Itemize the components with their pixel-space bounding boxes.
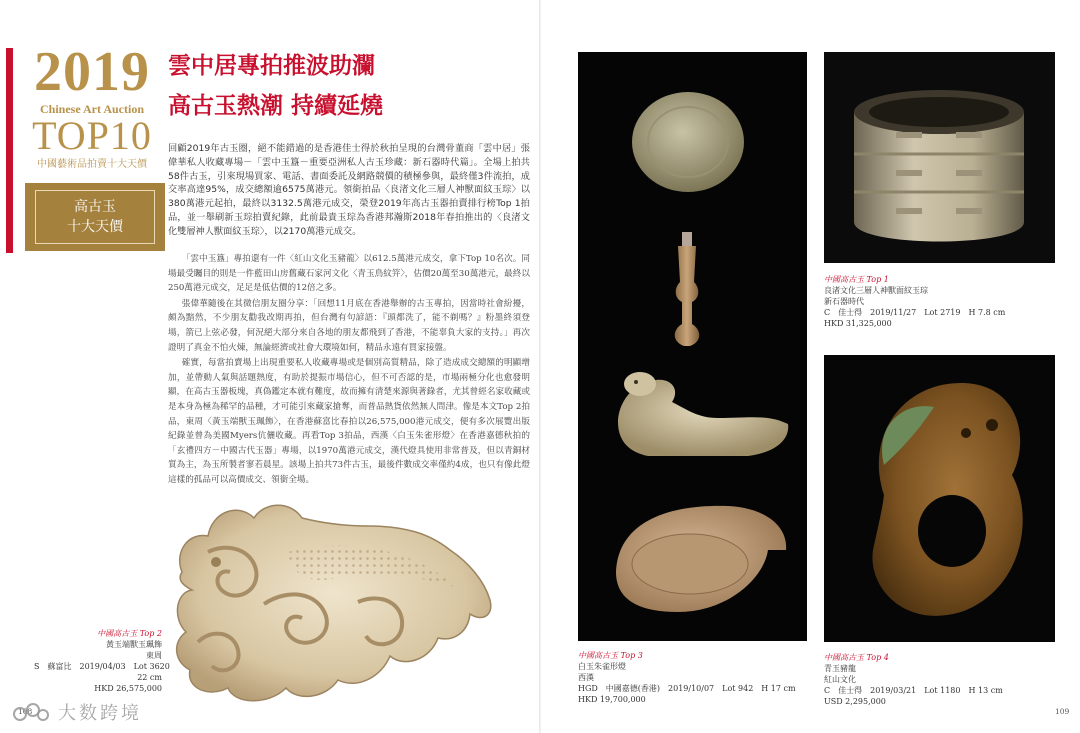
caption-house: HGD 中國嘉德(香港) 2019/10/07 Lot 942 H 17 cm: [578, 684, 796, 693]
top3-lamp-parts-image: [578, 52, 807, 641]
article-body: [168, 252, 530, 489]
caption-name: 白玉朱雀形燈: [578, 662, 626, 671]
caption-name: 青玉豬龍: [824, 664, 856, 673]
masthead-subtitle-cn: 中國藝術品拍賣十大天價: [37, 159, 147, 170]
caption-era: 東周: [146, 651, 162, 660]
title-line-2: 高古玉熱潮 持續延燒: [168, 92, 384, 119]
caption-size: 22 cm: [137, 673, 162, 682]
badge-line-1: 高古玉: [74, 199, 116, 215]
category-badge: [25, 183, 165, 251]
caption-top3: [578, 650, 796, 705]
masthead-top10: TOP10: [32, 113, 152, 158]
page-number-left: 108: [18, 707, 33, 716]
caption-price: HKD 19,700,000: [578, 695, 646, 704]
top1-jade-cong-image: [824, 52, 1055, 263]
page-gutter: [539, 0, 541, 733]
caption-rank: 中國高古玉 Top 2: [97, 629, 162, 638]
badge-line-2: 十大天價: [67, 219, 123, 235]
caption-price: HKD 31,325,000: [824, 319, 892, 328]
body-paragraph: 「雲中玉簋」專拍還有一件〈紅山文化玉豬龍〉以612.5萬港元成交，拿下Top 10名次。同場最受矚目的則是一件藍田山房舊藏石家河文化〈青玉鳥紋笄〉，估價20萬至30萬港元，最終以250萬港元成交，足足是低估價的12倍之多。: [168, 254, 530, 294]
title-line-1: 雲中居專拍推波助瀾: [168, 52, 375, 79]
caption-rank: 中國高古玉 Top 1: [824, 275, 889, 284]
top4-pig-dragon-photo: [824, 355, 1055, 642]
article-lead: 回顧2019年古玉圈，絕不能錯過的是香港佳士得於秋拍呈現的台灣骨董商「雲中居」張偉華私人收藏專場－「雲中玉簋－重要亞洲私人古玉珍藏：新石器時代篇」。全場上拍共58件古玉，引來現場買家、電話、書面委託及網路競價的積極參與，最終僅3件流拍，成交率高達95%，成交總額逾6575萬港元。領銜拍品〈良渚文化三層人神獸面紋玉琮〉以380萬港元起拍，最終以3132.5萬港元成交，榮登2019年高古玉器拍賣排行榜Top 1拍品，並一舉刷新玉琮拍賣紀錄，此前最貴玉琮為香港邦瀚斯2018年春拍推出的〈良渚文化雙層神人獸面紋玉琮〉，以2170萬港元成交。: [168, 143, 530, 237]
caption-era: 西漢: [578, 673, 594, 682]
caption-house: S 蘇富比 2019/04/03 Lot 3620: [34, 662, 170, 671]
category-badge-frame: [35, 190, 155, 244]
page-number-right: 109: [1055, 707, 1070, 716]
body-paragraph: 張偉華隨後在其微信朋友圈分享：「回想11月底在香港舉辦的古玉專拍，因當時社會紛擾，頗為黯然，不少朋友勸我改期再拍，但台灣有句諺語：『頭都洗了，能不剃嗎？』粉墨終須登場，箭已上弦必發，何況絕大部分來自各地的朋友都飛到了香港，不能辜負大家的支持。」再次證明了真金不怕火煉，無論經濟或社會大環境如何，精品永遠有買家接盤。: [168, 298, 530, 353]
article-title: [168, 46, 383, 126]
masthead: [16, 42, 168, 172]
caption-top1: [824, 274, 1005, 329]
watermark: [12, 699, 142, 725]
caption-price: USD 2,295,000: [824, 697, 886, 706]
caption-era: 新石器時代: [824, 297, 864, 306]
masthead-year: 2019: [34, 41, 150, 103]
watermark-text: 大数跨境: [58, 703, 142, 724]
watermark-logo-icon: [12, 701, 50, 723]
caption-name: 黃玉端獸玉珮飾: [106, 640, 162, 649]
red-accent-bar: [6, 48, 13, 253]
caption-name: 良渚文化三層人神獸面紋玉琮: [824, 286, 928, 295]
top3-lamp-photo: [578, 52, 807, 641]
masthead-subtitle-en: Chinese Art Auction: [39, 102, 144, 116]
caption-top2: [34, 628, 170, 694]
caption-house: C 佳士得 2019/11/27 Lot 2719 H 7.8 cm: [824, 308, 1006, 317]
top4-pig-dragon-image: [824, 355, 1055, 642]
body-paragraph: 確實，每當拍賣場上出現重要私人收藏專場或是個別高質精品，除了造成成交總額的明顯增加，並帶動人氣與話題熱度，有助於提振市場信心，但不可否認的是，市場兩極分化也愈發明顯，在高古玉器板塊，真偽鑑定本就有難度，故而擁有清楚來源與著錄者，尤其曾經名家收藏或是本身為極為稀罕的品種，才可能引來藏家搶奪，而普品熱貨依然無人問津。像是本文Top 2拍品，東周〈黃玉端獸玉珮飾〉，在香港蘇富比春拍以26,575,000港元成交，便有多次展覽出版紀錄並曾為美國Myers伉儷收藏。再看Top 3拍品，西漢〈白玉朱雀形燈〉在香港嘉德秋拍的「玄禮四方－中國古代玉器」專場，以1970萬港元成交，漢代燈具使用非常普及，但以青銅材質為主，為玉所製者寥若晨星。該場上拍共73件古玉，最後件數成交率僅約4成，也只有像此燈這樣的孤品可以高價成交、領銜全場。: [168, 358, 530, 485]
top1-jade-cong-photo: [824, 52, 1055, 263]
caption-rank: 中國高古玉 Top 3: [578, 651, 643, 660]
caption-house: C 佳士得 2019/03/21 Lot 1180 H 13 cm: [824, 686, 1003, 695]
caption-era: 紅山文化: [824, 675, 856, 684]
caption-rank: 中國高古玉 Top 4: [824, 653, 889, 662]
jade-dragon-plaque-image: [168, 492, 498, 707]
caption-top4: [824, 652, 1003, 707]
caption-price: HKD 26,575,000: [94, 684, 162, 693]
